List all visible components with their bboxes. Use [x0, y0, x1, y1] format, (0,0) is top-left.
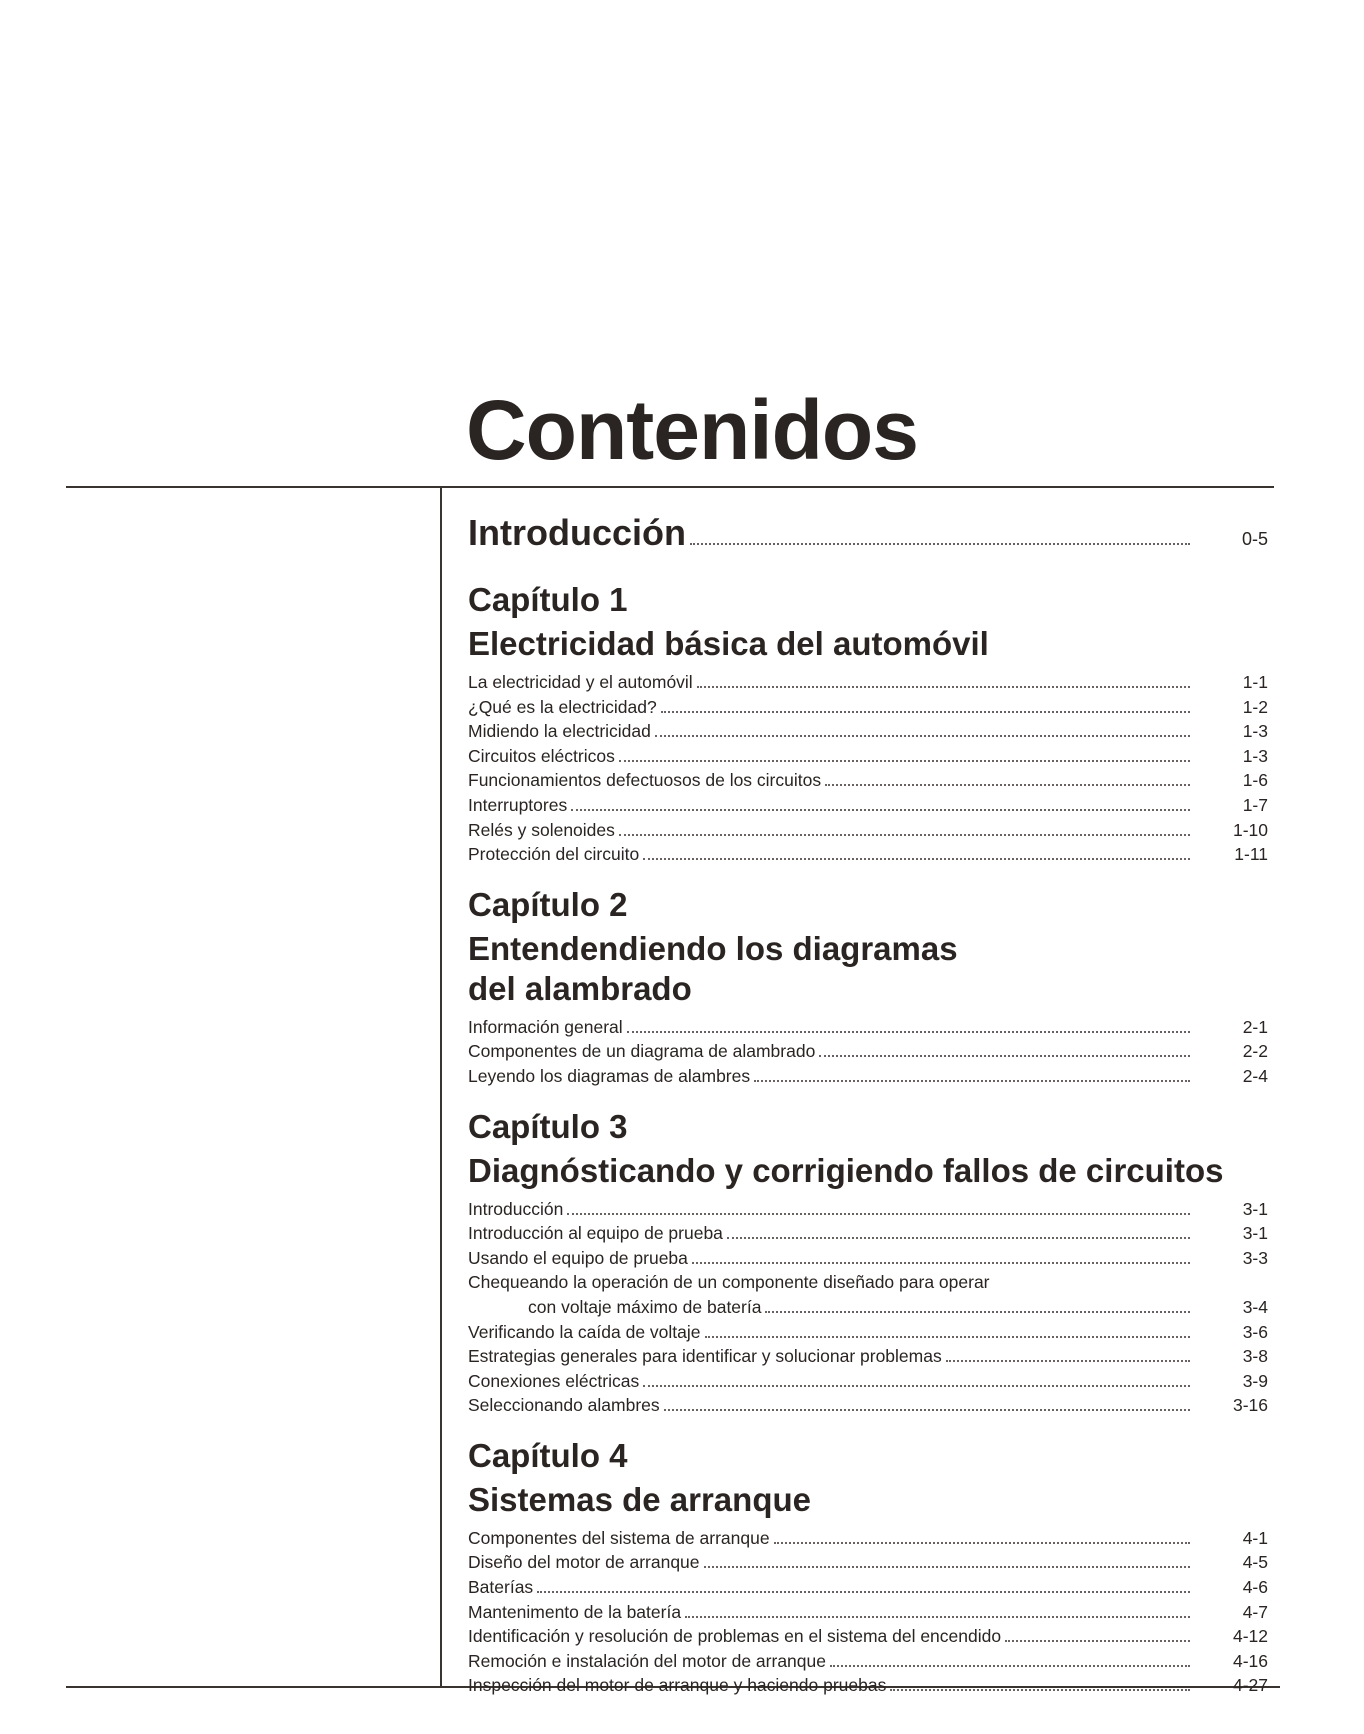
- page-number: 2-4: [1242, 1065, 1268, 1086]
- entry-label: Mantenimento de la batería: [468, 1601, 682, 1622]
- dot-leader: [567, 1213, 1190, 1215]
- page-number: 1-2: [1242, 696, 1268, 717]
- toc-entry: [468, 793, 1268, 818]
- chapter-heading: Capítulo 2: [468, 885, 628, 923]
- entry-label-continuation: con voltaje máximo de batería: [528, 1296, 762, 1317]
- dot-leader: [685, 1616, 1190, 1618]
- entry-label: Inspección del motor de arranque y haciendo pruebas: [468, 1675, 887, 1696]
- chapter-subtitle: [468, 624, 1268, 664]
- table-of-contents: [468, 512, 1268, 1716]
- page-number: 4-1: [1242, 1527, 1268, 1548]
- entry-label: Usando el equipo de prueba: [468, 1247, 688, 1268]
- entry-label: Relés y solenoides: [468, 819, 615, 840]
- page-number: 0-5: [1241, 529, 1268, 549]
- toc-entry: [468, 1064, 1268, 1089]
- page-number: 3-9: [1242, 1370, 1268, 1391]
- dot-leader: [571, 809, 1190, 811]
- page-number: 4-27: [1232, 1675, 1268, 1696]
- dot-leader: [692, 1262, 1190, 1264]
- page-number: 3-1: [1242, 1198, 1268, 1219]
- entry-label: Información general: [468, 1016, 623, 1037]
- dot-leader: [890, 1689, 1190, 1691]
- dot-leader: [1005, 1640, 1190, 1642]
- chapter-heading: Capítulo 3: [468, 1107, 628, 1145]
- entry-label: Funcionamientos defectuosos de los circuitos: [468, 770, 822, 791]
- dot-leader: [765, 1311, 1190, 1313]
- toc-entry: [468, 1221, 1268, 1246]
- dot-leader: [643, 1385, 1190, 1387]
- top-divider: [66, 486, 1274, 488]
- dot-leader: [830, 1665, 1190, 1667]
- toc-entry: [468, 1320, 1268, 1345]
- vertical-divider: [440, 488, 442, 1686]
- entry-label: Midiendo la electricidad: [468, 721, 651, 742]
- toc-entry: [468, 1600, 1268, 1625]
- page-number: 1-3: [1242, 745, 1268, 766]
- entry-label: Componentes del sistema de arranque: [468, 1527, 770, 1548]
- entry-label: Identificación y resolución de problemas en el sistema del encendido: [468, 1626, 1002, 1647]
- page-title: Contenidos: [466, 383, 918, 477]
- dot-leader: [664, 1409, 1190, 1411]
- chapter-subtitle-line: Entendendiendo los diagramas: [468, 929, 958, 967]
- toc-entry: [468, 1015, 1268, 1040]
- entry-label: Seleccionando alambres: [468, 1395, 660, 1416]
- page-number: 3-3: [1242, 1247, 1268, 1268]
- entry-label: Introducción al equipo de prueba: [468, 1223, 723, 1244]
- page-number: 4-16: [1232, 1650, 1268, 1671]
- dot-leader: [643, 858, 1190, 860]
- introduction-label: Introducción: [468, 512, 686, 553]
- dot-leader: [754, 1080, 1190, 1082]
- page-number: 1-3: [1242, 721, 1268, 742]
- toc-entry: [468, 1344, 1268, 1369]
- dot-leader: [819, 1055, 1190, 1057]
- page-number: 4-7: [1242, 1601, 1268, 1622]
- chapter-section: [468, 885, 1268, 1089]
- chapter-section: [468, 580, 1268, 867]
- dot-leader: [774, 1542, 1190, 1544]
- toc-entry: [468, 1550, 1268, 1575]
- toc-entry: [468, 1270, 1268, 1295]
- dot-leader: [704, 1566, 1190, 1568]
- entry-label: Interruptores: [468, 794, 568, 815]
- page-number: 4-5: [1242, 1552, 1268, 1573]
- chapter-subtitle-line: Diagnósticando y corrigiendo fallos de circuitos: [468, 1151, 1224, 1189]
- dot-leader: [690, 543, 1190, 545]
- chapter-section: [468, 1436, 1268, 1698]
- toc-entry: [468, 1624, 1268, 1649]
- entry-label: Verificando la caída de voltaje: [468, 1321, 701, 1342]
- toc-entry: [468, 1369, 1268, 1394]
- toc-entry: [468, 1673, 1268, 1698]
- page-number: 3-6: [1242, 1321, 1268, 1342]
- chapter-list: [468, 580, 1268, 1698]
- dot-leader: [619, 834, 1190, 836]
- page-number: 1-11: [1234, 844, 1268, 865]
- chapter-subtitle: [468, 929, 1268, 1009]
- entry-label: Estrategias generales para identificar y solucionar problemas: [468, 1346, 942, 1367]
- entry-label: Baterías: [468, 1577, 534, 1598]
- toc-entry: [468, 818, 1268, 843]
- toc-entry: [468, 744, 1268, 769]
- entry-label: Chequeando la operación de un componente diseñado para operar: [468, 1272, 990, 1293]
- toc-entry: [468, 1575, 1268, 1600]
- entry-label: Introducción: [468, 1198, 564, 1219]
- page-number: 3-1: [1242, 1223, 1268, 1244]
- toc-entry: [468, 768, 1268, 793]
- page-number: 3-16: [1232, 1395, 1268, 1416]
- page-number: 1-7: [1242, 794, 1268, 815]
- toc-entry: [468, 695, 1268, 720]
- dot-leader: [946, 1360, 1190, 1362]
- toc-entry: [468, 1039, 1268, 1064]
- entry-label: ¿Qué es la electricidad?: [468, 696, 657, 717]
- dot-leader: [627, 1031, 1190, 1033]
- page-number: 2-1: [1242, 1016, 1268, 1037]
- toc-entry: [468, 1246, 1268, 1271]
- chapter-subtitle-line: del alambrado: [468, 969, 692, 1007]
- dot-leader: [537, 1591, 1190, 1593]
- dot-leader: [825, 784, 1190, 786]
- chapter-subtitle-line: Electricidad básica del automóvil: [468, 625, 989, 662]
- chapter-subtitle: [468, 1151, 1268, 1191]
- dot-leader: [697, 686, 1190, 688]
- page-number: 1-6: [1242, 770, 1268, 791]
- entry-label: Conexiones eléctricas: [468, 1370, 640, 1391]
- entry-label: Circuitos eléctricos: [468, 745, 615, 766]
- entry-label: Componentes de un diagrama de alambrado: [468, 1041, 816, 1062]
- chapter-subtitle: [468, 1480, 1268, 1520]
- dot-leader: [727, 1237, 1190, 1239]
- chapter-section: [468, 1107, 1268, 1418]
- page-number: 4-6: [1242, 1577, 1268, 1598]
- toc-entry: [468, 1393, 1268, 1418]
- dot-leader: [655, 735, 1190, 737]
- page-number: 3-8: [1242, 1346, 1268, 1367]
- toc-entry: [468, 719, 1268, 744]
- page-number: 2-2: [1242, 1041, 1268, 1062]
- dot-leader: [705, 1336, 1190, 1338]
- toc-entry: [468, 1526, 1268, 1551]
- chapter-heading: Capítulo 4: [468, 1436, 628, 1474]
- page-number: 3-4: [1242, 1296, 1268, 1317]
- dot-leader: [661, 711, 1190, 713]
- entry-label: Diseño del motor de arranque: [468, 1552, 700, 1573]
- toc-entry: [468, 670, 1268, 695]
- page-number: 1-10: [1232, 819, 1268, 840]
- entry-label: Protección del circuito: [468, 844, 640, 865]
- entry-label: Remoción e instalación del motor de arranque: [468, 1650, 826, 1671]
- dot-leader: [619, 760, 1190, 762]
- toc-entry-continuation: [468, 1295, 1268, 1320]
- toc-entry: [468, 1197, 1268, 1222]
- toc-entry: [468, 1649, 1268, 1674]
- toc-entry: [468, 842, 1268, 867]
- chapter-subtitle-line: Sistemas de arranque: [468, 1480, 811, 1518]
- entry-label: Leyendo los diagramas de alambres: [468, 1065, 751, 1086]
- page-number: 1-1: [1242, 672, 1268, 692]
- page-number: 4-12: [1232, 1626, 1268, 1647]
- chapter-heading: Capítulo 1: [468, 581, 628, 618]
- toc-introduction: [468, 512, 1268, 554]
- entry-label: La electricidad y el automóvil: [468, 672, 693, 692]
